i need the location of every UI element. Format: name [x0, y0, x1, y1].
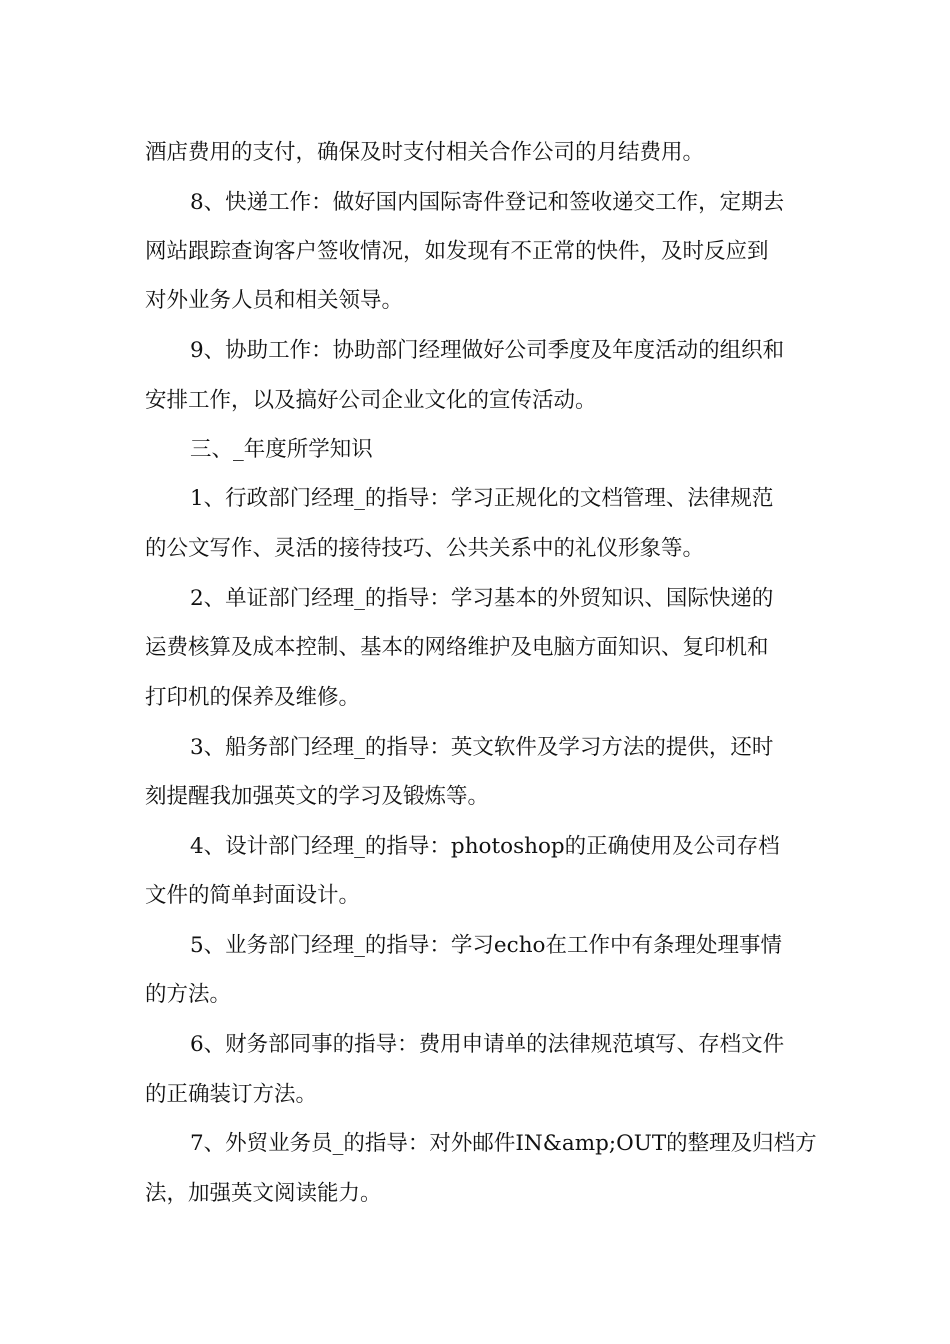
text-line: 8、快递工作：做好国内国际寄件登记和签收递交工作，定期去 [190, 190, 785, 215]
text-line: 酒店费用的支付，确保及时支付相关合作公司的月结费用。 [145, 140, 705, 165]
text-line: 打印机的保养及维修。 [145, 685, 361, 710]
text-line: 2、单证部门经理_的指导：学习基本的外贸知识、国际快递的 [190, 586, 774, 611]
text-line: 3、船务部门经理_的指导：英文软件及学习方法的提供，还时 [190, 735, 774, 760]
text-line: 的正确装订方法。 [145, 1082, 318, 1107]
text-line: 4、设计部门经理_的指导：photoshop的正确使用及公司存档 [190, 834, 780, 859]
text-line: 安排工作，以及搞好公司企业文化的宣传活动。 [145, 388, 597, 413]
text-line: 6、财务部同事的指导：费用申请单的法律规范填写、存档文件 [190, 1032, 785, 1057]
text-line: 网站跟踪查询客户签收情况，如发现有不正常的快件，及时反应到 [145, 239, 769, 264]
text-line: 刻提醒我加强英文的学习及锻炼等。 [145, 784, 490, 809]
text-line: 文件的简单封面设计。 [145, 883, 361, 908]
text-line: 对外业务人员和相关领导。 [145, 288, 404, 313]
text-line: 9、协助工作：协助部门经理做好公司季度及年度活动的组织和 [190, 338, 785, 363]
text-line: 5、业务部门经理_的指导：学习echo在工作中有条理处理事情 [190, 933, 782, 958]
text-line: 的方法。 [145, 982, 232, 1007]
text-line: 运费核算及成本控制、基本的网络维护及电脑方面知识、复印机和 [145, 635, 769, 660]
text-line: 7、外贸业务员_的指导：对外邮件IN&amp;OUT的整理及归档方 [190, 1131, 817, 1156]
text-line: 1、行政部门经理_的指导：学习正规化的文档管理、法律规范 [190, 486, 774, 511]
section-heading: 三、_年度所学知识 [190, 437, 373, 462]
text-line: 法，加强英文阅读能力。 [145, 1181, 382, 1206]
text-line: 的公文写作、灵活的接待技巧、公共关系中的礼仪形象等。 [145, 536, 705, 561]
